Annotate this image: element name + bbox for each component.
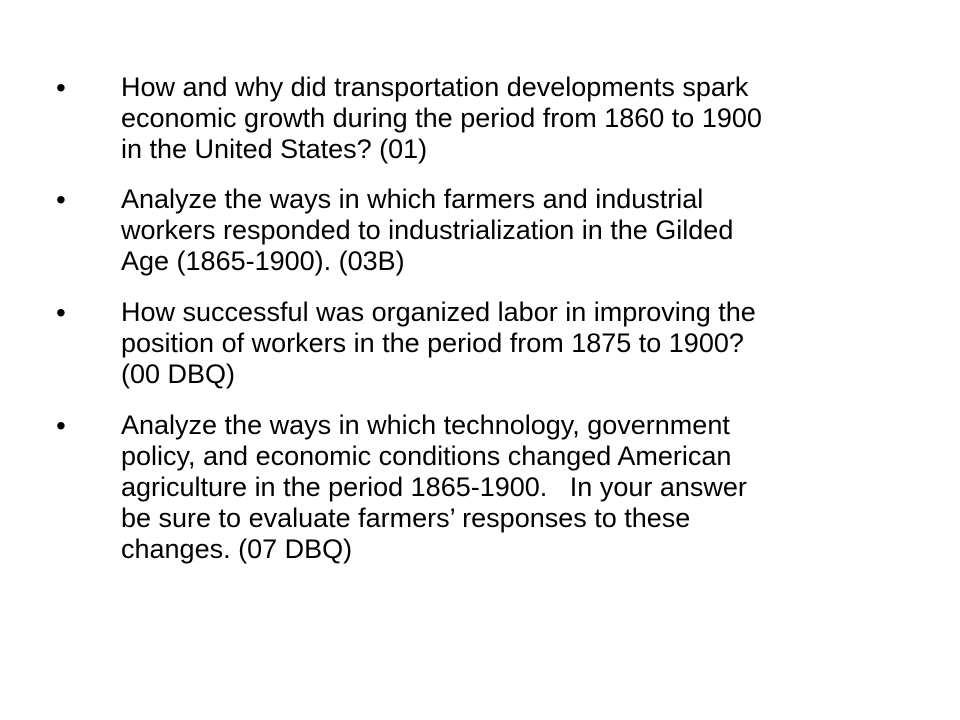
bullet-text <box>121 297 891 390</box>
bullet-line: Age (1865-1900). (03B) <box>121 246 405 276</box>
bullet-dot-icon: • <box>56 297 66 328</box>
bullet-line: workers responded to industrialization in the Gilded <box>121 215 734 245</box>
bullet-dot-icon: • <box>56 184 66 215</box>
bullet-line: in the United States? (01) <box>121 134 428 164</box>
bullet-line: agriculture in the period 1865-1900. In your answer <box>121 472 747 502</box>
bullet-text <box>121 72 891 165</box>
bullet-text <box>121 410 891 565</box>
bullet-line: How successful was organized labor in improving the <box>121 297 756 327</box>
bullet-line: policy, and economic conditions changed American <box>121 441 732 471</box>
bullet-dot-icon: • <box>56 410 66 441</box>
bullet-dot-icon: • <box>56 72 66 103</box>
bullet-line: Analyze the ways in which technology, government <box>121 410 730 440</box>
bullet-line: be sure to evaluate farmers’ responses to these <box>121 503 691 533</box>
bullet-text <box>121 184 891 277</box>
bullet-line: changes. (07 DBQ) <box>121 534 353 564</box>
bullet-line: How and why did transportation developments spark <box>121 72 749 102</box>
bullet-line: economic growth during the period from 1860 to 1900 <box>121 103 762 133</box>
bullet-line: position of workers in the period from 1875 to 1900? <box>121 328 744 358</box>
bullet-line: Analyze the ways in which farmers and industrial <box>121 184 704 214</box>
bullet-line: (00 DBQ) <box>121 359 236 389</box>
